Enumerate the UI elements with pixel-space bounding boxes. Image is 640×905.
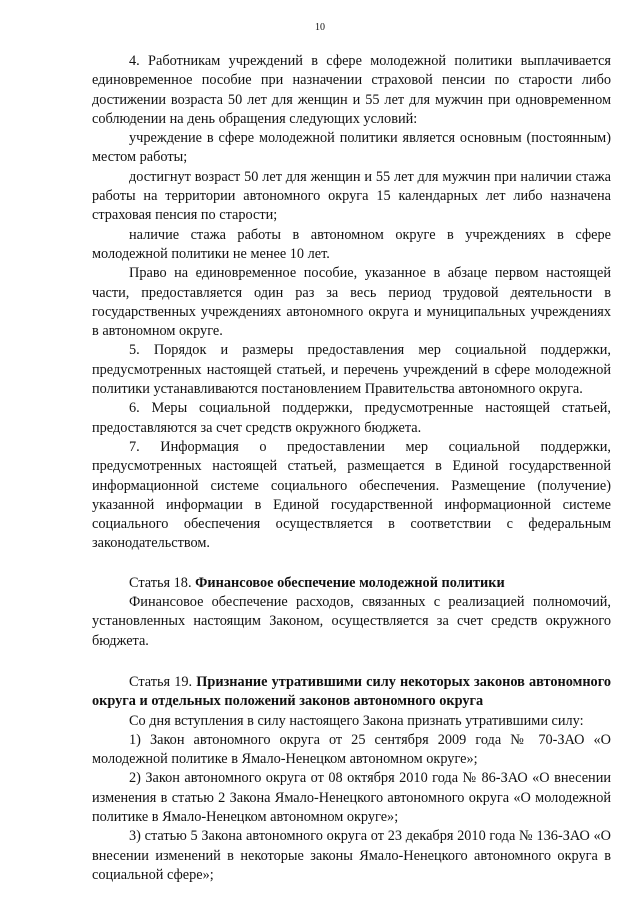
article-18-body: Финансовое обеспечение расходов, связанных с реализацией полномочий, установленных настоящим Законом, осуществляется за счет средств окружного бюджета. bbox=[92, 594, 611, 649]
article-19-heading bbox=[92, 673, 611, 712]
paragraph: наличие стажа работы в автономном округе в учреждениях в сфере молодежной политики не менее 10 лет. bbox=[92, 226, 611, 262]
paragraph: достигнут возраст 50 лет для женщин и 55 лет для мужчин при наличии стажа работы на территории автономного округа 15 календарных лет либо назначена страховая пенсия по старости; bbox=[92, 168, 611, 224]
article-18-heading bbox=[92, 574, 611, 593]
document-body bbox=[92, 52, 611, 885]
paragraph: 6. Меры социальной поддержки, предусмотренные настоящей статьей, предоставляются за счет средств окружного бюджета. bbox=[92, 400, 611, 436]
article-19-title: Признание утратившими силу некоторых законов автономного округа и отдельных положений законов автономного округа bbox=[92, 673, 611, 710]
paragraph: учреждение в сфере молодежной политики является основным (постоянным) местом работы; bbox=[92, 130, 611, 166]
spacer bbox=[92, 554, 611, 574]
paragraph: 3) статью 5 Закона автономного округа от 23 декабря 2010 года № 136-ЗАО «О внесении изменений в некоторые законы Ямало-Ненецкого автономного округа в социальной сфере»; bbox=[92, 828, 611, 883]
paragraph: Право на единовременное пособие, указанное в абзаце первом настоящей части, предоставляется один раз за весь период трудовой деятельности в государственных учреждениях автономного округа и муниципальных учреждениях в автономном округе. bbox=[92, 265, 611, 340]
paragraph: Со дня вступления в силу настоящего Закона признать утратившими силу: bbox=[129, 712, 584, 729]
article-18-prefix: Статья 18. bbox=[129, 574, 192, 591]
article-18-title: Финансовое обеспечение молодежной политики bbox=[195, 574, 505, 591]
paragraph: 2) Закон автономного округа от 08 октября 2010 года № 86-ЗАО «О внесении изменения в статью 2 Закона Ямало-Ненецкого автономного округа «О молодежной политике в Ямало-Ненецком автономном округе»; bbox=[92, 770, 611, 825]
paragraph: 5. Порядок и размеры предоставления мер социальной поддержки, предусмотренных настоящей статьей, и перечень учреждений в сфере молодежной политики устанавливаются постановлением Правительства автономного округа. bbox=[92, 342, 611, 398]
page-number: 10 bbox=[315, 22, 325, 33]
article-19-prefix: Статья 19. bbox=[129, 673, 193, 690]
paragraph: 7. Информация о предоставлении мер социальной поддержки, предусмотренных настоящей статьей, размещается в Единой государственной информационной системе социального обеспечения. Размещение (получение) указанной информации в Единой государственной информационной системе социального обеспечения осуществляется в соответствии с федеральным законодательством. bbox=[92, 438, 611, 552]
paragraph: 4. Работникам учреждений в сфере молодежной политики выплачивается единовременное пособие при назначении страховой пенсии по старости либо достижении возраста 50 лет для женщин и 55 лет для мужчин при одновременном соблюдении на день обращения следующих условий: bbox=[92, 53, 611, 127]
spacer bbox=[92, 651, 611, 673]
paragraph: 1) Закон автономного округа от 25 сентября 2009 года № 70-ЗАО «О молодежной политике в Ямало-Ненецком автономном округе»; bbox=[92, 731, 611, 768]
